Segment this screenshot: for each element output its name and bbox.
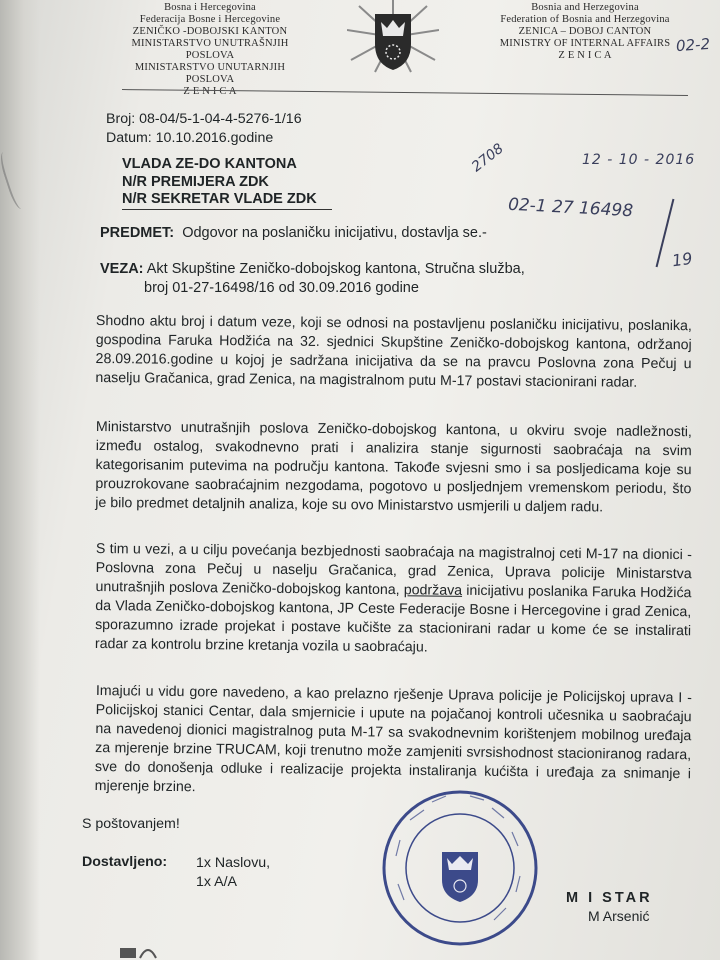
signature-name: M Arsenić: [588, 908, 650, 924]
subject-line: [100, 224, 487, 243]
paragraph-text: inicijativu poslanika Faruka Hodžića da Vlada Zeničko-dobojskog kantona, JP Ceste Federacije Bosne i Hercegovine i grad Zenica, sporazumno izrade projekat i postave kučište za stacionirani radar u kome će se instalirati radar za kontrolu brzine kretanja vozila u saobraćaju.: [94, 582, 692, 656]
header-left-line: Bosna i Hercegovina: [164, 2, 256, 13]
header-right-line: ZENICA – DOBOJ CANTON: [518, 26, 652, 37]
closing-greeting: S poštovanjem!: [82, 816, 180, 832]
reference-block: [106, 110, 302, 148]
header-left-line: ZENIČKO -DOBOJSKI KANTON: [132, 26, 288, 37]
body-paragraph: [95, 540, 692, 660]
handwritten-suffix: 19: [670, 248, 694, 271]
header-left-line: MINISTARSTVO UNUTRAŠNJIH POSLOVA: [131, 38, 289, 61]
subject-text: Odgovor na poslaničku inicijativu, dostavlja se.-: [182, 225, 487, 241]
body-paragraph: Shodno aktu broj i datum veze, koji se odnosi na postavljenu poslaničku inicijativu, poslanika, gospodina Faruka Hodžića na 32. sjednici Skupštine Zeničko-dobojskog kantona, održanoj 28.09.2016.godine u kojoj je sadržana inicijativa da se na pravcu Poslovna zona Pečuj u naselju Gračanica, grad Zenica, na magistralnom putu M-17 postavi stacionirani radar.: [95, 312, 692, 391]
connection-line: [100, 260, 525, 298]
header-right-line: Bosnia and Herzegovina: [531, 2, 639, 13]
header-right-line: MINISTRY OF INTERNAL AFFAIRS: [499, 38, 671, 49]
paragraph-text: S tim u vezi, a u cilju povećanja bezbjednosti saobraćaja na magistralnoj ceti M-17 na dionici - Poslovna zona Pečuj u naselju Gračanica, grad Zenica, Uprava policije Ministarstva unutrašnjih poslova Zeničko-dobojskog kantona,: [95, 540, 692, 599]
addressee-underline: [122, 209, 332, 210]
handwritten-registry-code: 02-1 27 16498: [507, 194, 634, 222]
addressee-line: N/R PREMIJERA ZDK: [122, 173, 269, 190]
received-date-stamp: 12 - 10 - 2016: [582, 152, 696, 168]
subject-label: PREDMET:: [100, 225, 175, 241]
delivered-to-item: 1x A/A: [196, 874, 238, 890]
header-right-line: Z E N I C A: [558, 50, 612, 61]
delivered-to-label: Dostavljeno:: [82, 854, 168, 870]
reference-number: Broj: 08-04/5-1-04-4-5276-1/16: [106, 111, 302, 127]
body-paragraph: Imajući u vidu gore navedeno, a kao prelazno rješenje Uprava policije je Policijskoj uprava I - Policijskoj stanici Centar, dala smjernicie i upute na pojačanoj kontroli učesnika u saobraćaju na navedenoj dionici magistralnog puta M-17 sa svakodnevnim korištenjem mobilnog uređaja za mjerenje brzine TRUCAM, koji trenutno može zamjeniti svrsishodnost stacioniranog radara, sve do donošenja odluke i realizacije projekta instaliranja kućišta i uređaja za snimanje i mjerenje brzine.: [94, 682, 692, 796]
addressee-block: [122, 156, 317, 209]
header-left-line: MINISTARSTVO UNUTARNJIH POSLOVA: [134, 62, 286, 85]
header-left-line: Federacija Bosne i Hercegovine: [139, 14, 281, 25]
header-right-line: Federation of Bosnia and Herzegovina: [500, 14, 670, 25]
underlined-word: podržava: [403, 582, 463, 599]
official-stamp-icon: [380, 780, 540, 950]
handwritten-top-code: 02-2: [675, 34, 711, 56]
connection-label: VEZA:: [100, 261, 144, 277]
iso-certification-icon: [118, 938, 158, 960]
connection-text: broj 01-27-16498/16 od 30.09.2016 godine: [144, 280, 419, 296]
header-left-line: Z E N I C A: [183, 86, 237, 97]
addressee-line: N/R SEKRETAR VLADE ZDK: [122, 191, 317, 207]
delivered-to-list: [196, 854, 270, 892]
paper-edge-shadow: [0, 0, 40, 960]
delivered-to-item: 1x Naslovu,: [196, 855, 271, 871]
connection-text: Akt Skupštine Zeničko-dobojskog kantona, Stručna služba,: [146, 261, 525, 277]
header-right: [490, 2, 680, 62]
addressee-line: VLADA ZE-DO KANTONA: [122, 156, 297, 172]
handwritten-number: 2708: [468, 140, 507, 176]
reference-date: Datum: 10.10.2016.godine: [106, 130, 274, 146]
body-paragraph: Ministarstvo unutrašnjih poslova Zeničko-dobojskog kantona, u okviru svoje nadležnosti, između ostalog, svakodnevno prati i analizira stanje sigurnosti saobraćaja na svim kategorisanim putevima na području kantona. Takođe svjesni smo i sa posljedicama koje su prouzrokovane saobraćajnim nezgodama, pogotovo u posljednjem vremenskom periodu, što je bilo predmet detaljnih analiza, koje su ovo Ministarstvo usmjerili u daljem radu.: [95, 418, 692, 516]
coat-of-arms-icon: [347, 0, 439, 74]
signature-title: M I STAR: [566, 890, 653, 906]
header-left: [110, 2, 310, 98]
